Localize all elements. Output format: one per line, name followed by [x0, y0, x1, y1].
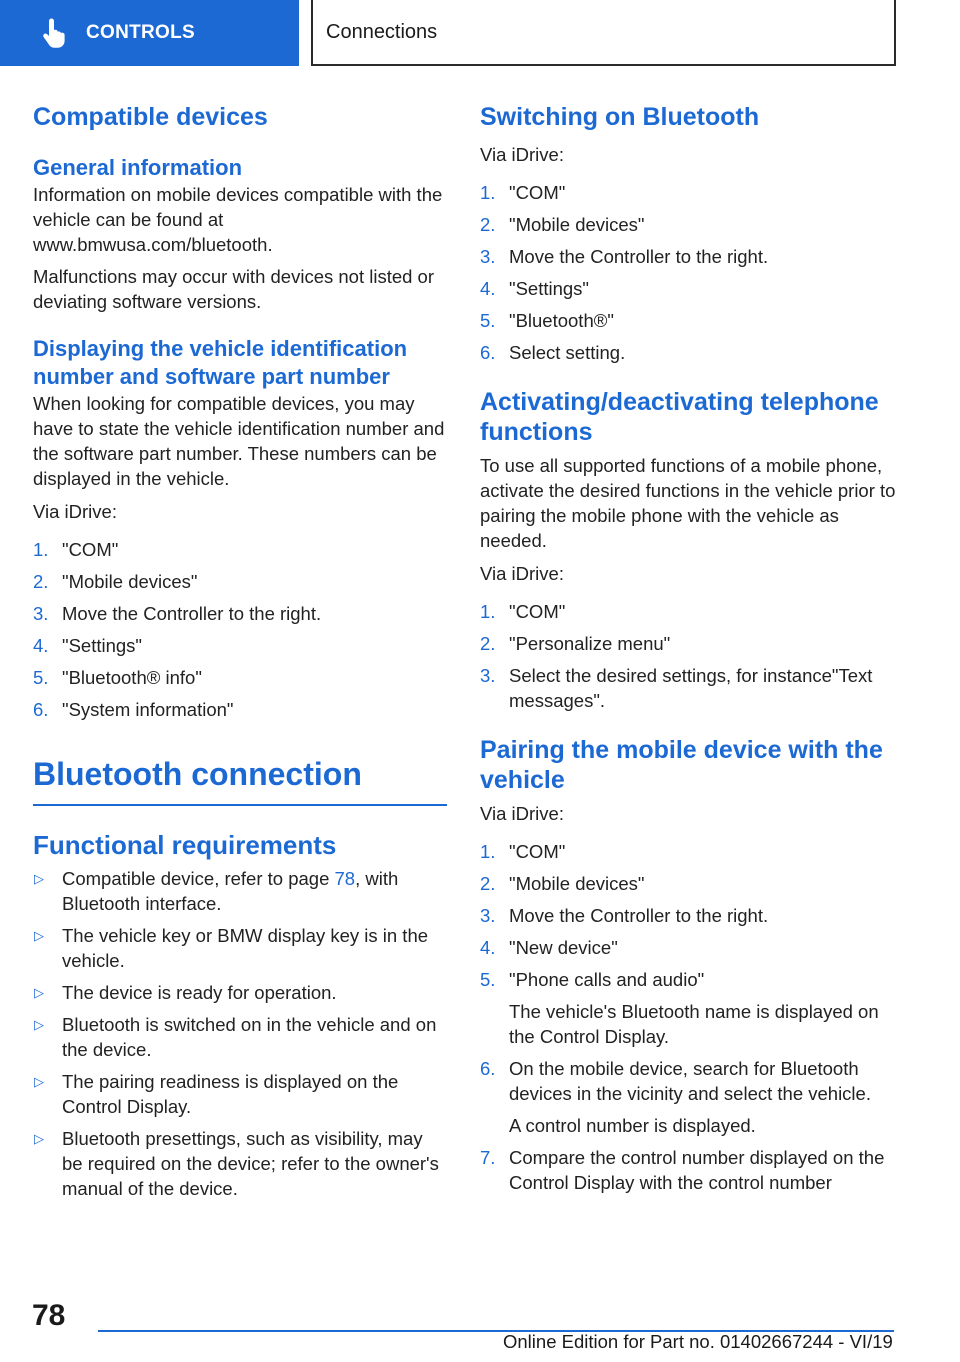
- tab-controls[interactable]: [0, 0, 299, 66]
- step-number: 6.: [33, 699, 49, 720]
- bullet-text: Bluetooth presettings, such as visibility, may be required on the device; refer to the owner's manual of the device.: [62, 1128, 439, 1199]
- bullet-text: The device is ready for operation.: [62, 982, 337, 1003]
- step-text: "Personalize menu": [509, 633, 671, 654]
- tab-section-connections[interactable]: [311, 0, 896, 66]
- list-item: [480, 967, 900, 992]
- list-item: [480, 244, 900, 269]
- step-text: "Settings": [509, 278, 589, 299]
- activate-paragraph: To use all supported functions of a mobile phone, activate the desired functions in the vehicle prior to pairing the mobile phone with the vehicle as needed.: [480, 455, 896, 551]
- heading-switching-on-bluetooth: Switching on Bluetooth: [480, 103, 760, 131]
- list-item: [480, 308, 900, 333]
- list-item: [33, 1069, 447, 1119]
- list-item: [480, 599, 900, 624]
- step-text: "Settings": [62, 635, 142, 656]
- step-text: "Mobile devices": [509, 873, 645, 894]
- list-item: [33, 1012, 447, 1062]
- right-column: [480, 100, 900, 1195]
- vin-via-idrive: Via iDrive:: [33, 501, 117, 522]
- pair-steps-list-end: [480, 1145, 900, 1195]
- list-item: [33, 569, 447, 594]
- activate-via-idrive: Via iDrive:: [480, 563, 564, 584]
- step-number: 5.: [33, 667, 49, 688]
- bullet-triangle-icon: ▷: [34, 985, 44, 1000]
- step-number: 6.: [480, 1058, 496, 1079]
- pair-note-step-6: A control number is displayed.: [509, 1115, 756, 1136]
- general-paragraph-1: Information on mobile devices compatible with the vehicle can be found at www.bmwusa.com/bluetooth.: [33, 184, 443, 255]
- step-number: 4.: [33, 635, 49, 656]
- vin-steps-list: [33, 537, 447, 722]
- list-item: [33, 866, 447, 916]
- heading-vin-software: Displaying the vehicle identification number and software part number: [33, 336, 408, 389]
- step-text: On the mobile device, search for Bluetooth devices in the vicinity and select the vehicle.: [509, 1058, 871, 1104]
- bullet-text: The pairing readiness is displayed on the Control Display.: [62, 1071, 399, 1117]
- footer-edition-text: Online Edition for Part no. 01402667244 - VI/19: [503, 1331, 893, 1352]
- heading-functional-requirements: Functional requirements: [33, 830, 337, 860]
- bullet-text-pre: Compatible device, refer to page: [62, 868, 335, 889]
- list-item: [480, 1145, 900, 1195]
- tab-controls-label: CONTROLS: [86, 22, 196, 43]
- heading-pairing-mobile-device: Pairing the mobile device with the vehicle: [480, 736, 883, 794]
- list-item: [480, 871, 900, 896]
- step-number: 3.: [33, 603, 49, 624]
- list-item: [480, 180, 900, 205]
- list-item: [480, 839, 900, 864]
- switch-steps-list: [480, 180, 900, 365]
- step-number: 2.: [480, 633, 496, 654]
- step-text: Move the Controller to the right.: [62, 603, 322, 624]
- bullet-text: [62, 866, 447, 916]
- vin-paragraph: When looking for compatible devices, you may have to state the vehicle identification number and the software part number. These numbers can be displayed in the vehicle.: [33, 393, 445, 489]
- bullet-text-post: , with Bluetooth interface.: [62, 868, 399, 914]
- list-item: [33, 980, 447, 1005]
- list-item: [33, 633, 447, 658]
- pair-steps-list: [480, 839, 900, 992]
- activate-steps-list: [480, 599, 900, 713]
- switch-via-idrive: Via iDrive:: [480, 144, 564, 165]
- list-item: [33, 537, 447, 562]
- left-column: [33, 100, 447, 1201]
- pair-steps-list-cont: [480, 1056, 900, 1106]
- step-text: "COM": [509, 601, 566, 622]
- list-item: [480, 212, 900, 237]
- bullet-triangle-icon: ▷: [34, 1131, 44, 1146]
- step-number: 2.: [33, 571, 49, 592]
- list-item: [480, 935, 900, 960]
- step-text: "COM": [509, 841, 566, 862]
- heading-compatible-devices: Compatible devices: [33, 103, 268, 131]
- step-text: "Mobile devices": [62, 571, 198, 592]
- section-divider: [33, 804, 447, 806]
- heading-activating-telephone-functions: Activating/deactivating telephone functions: [480, 388, 879, 446]
- bullet-text: Bluetooth is switched on in the vehicle and on the device.: [62, 1014, 437, 1060]
- step-number: 2.: [480, 873, 496, 894]
- step-number: 5.: [480, 969, 496, 990]
- step-text: "Phone calls and audio": [509, 969, 705, 990]
- list-item: [33, 923, 447, 973]
- step-number: 3.: [480, 665, 496, 686]
- list-item: [33, 1126, 447, 1201]
- heading-general-information: General information: [33, 155, 243, 180]
- requirements-list: [33, 866, 447, 1201]
- bullet-triangle-icon: ▷: [34, 1074, 44, 1089]
- step-text: Select setting.: [509, 342, 626, 363]
- heading-bluetooth-connection: Bluetooth connection: [33, 756, 362, 792]
- step-number: 1.: [480, 841, 496, 862]
- list-item: [480, 276, 900, 301]
- step-text: "Bluetooth®": [509, 310, 614, 331]
- step-text: "New device": [509, 937, 618, 958]
- step-number: 4.: [480, 278, 496, 299]
- list-item: [33, 697, 447, 722]
- page-number: 78: [32, 1299, 66, 1332]
- pair-note-step-5: The vehicle's Bluetooth name is displayed on the Control Display.: [509, 1001, 879, 1047]
- step-text: "System information": [62, 699, 234, 720]
- step-text: Select the desired settings, for instance"Text messages".: [509, 665, 873, 711]
- hand-pointer-icon: [42, 18, 68, 48]
- list-item: [33, 601, 447, 626]
- step-number: 5.: [480, 310, 496, 331]
- list-item: [480, 663, 900, 713]
- step-text: "Mobile devices": [509, 214, 645, 235]
- list-item: [480, 631, 900, 656]
- step-number: 7.: [480, 1147, 496, 1168]
- pair-via-idrive: Via iDrive:: [480, 803, 564, 824]
- step-text: "COM": [509, 182, 566, 203]
- step-number: 3.: [480, 905, 496, 926]
- step-text: "Bluetooth® info": [62, 667, 202, 688]
- bullet-text: The vehicle key or BMW display key is in the vehicle.: [62, 925, 429, 971]
- step-number: 4.: [480, 937, 496, 958]
- step-number: 1.: [480, 182, 496, 203]
- list-item: [480, 1056, 900, 1106]
- list-item: [480, 903, 900, 928]
- step-number: 6.: [480, 342, 496, 363]
- list-item: [33, 665, 447, 690]
- list-item: [480, 340, 900, 365]
- step-number: 1.: [33, 539, 49, 560]
- step-number: 3.: [480, 246, 496, 267]
- step-number: 2.: [480, 214, 496, 235]
- step-number: 1.: [480, 601, 496, 622]
- step-text: "COM": [62, 539, 119, 560]
- step-text: Move the Controller to the right.: [509, 905, 769, 926]
- general-paragraph-2: Malfunctions may occur with devices not listed or deviating software versions.: [33, 266, 435, 312]
- page-reference-link[interactable]: 78: [334, 868, 356, 889]
- step-text: Compare the control number displayed on the Control Display with the control number: [509, 1147, 885, 1193]
- bullet-triangle-icon: ▷: [34, 1017, 44, 1032]
- step-text: Move the Controller to the right.: [509, 246, 769, 267]
- bullet-triangle-icon: ▷: [34, 928, 44, 943]
- bullet-triangle-icon: ▷: [34, 871, 44, 886]
- section-label: Connections: [326, 20, 438, 43]
